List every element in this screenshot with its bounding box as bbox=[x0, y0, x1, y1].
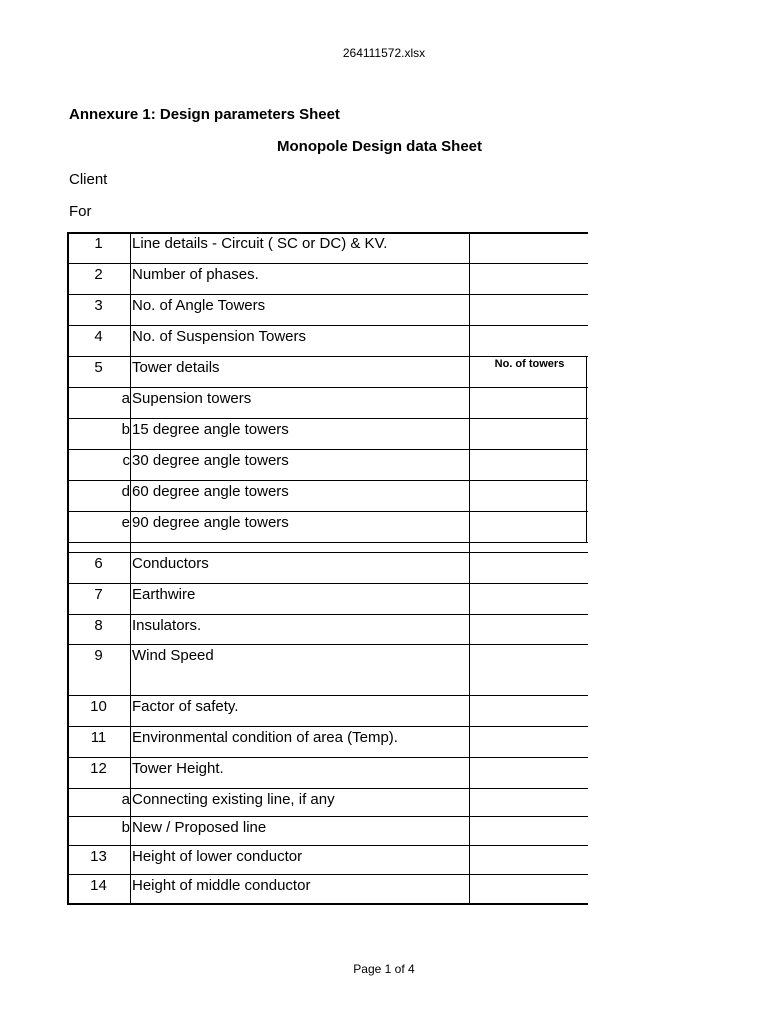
table-rule bbox=[67, 726, 588, 727]
row-number: b bbox=[121, 421, 130, 438]
row-number: b bbox=[121, 819, 130, 836]
table-rule bbox=[67, 614, 588, 615]
row-description: 90 degree angle towers bbox=[132, 514, 289, 531]
table-rule bbox=[67, 788, 588, 789]
row-description: No. of Angle Towers bbox=[132, 297, 266, 314]
table-rule bbox=[67, 757, 588, 758]
row-number: 14 bbox=[90, 877, 107, 894]
annexure-title: Annexure 1: Design parameters Sheet bbox=[69, 106, 340, 123]
for-label: For bbox=[69, 203, 92, 220]
row-number: 5 bbox=[94, 359, 103, 376]
row-description: Environmental condition of area (Temp). bbox=[132, 729, 398, 746]
row-description: Number of phases. bbox=[132, 266, 259, 283]
row-number: 3 bbox=[94, 297, 103, 314]
row-number: 1 bbox=[94, 235, 103, 252]
row-number: 12 bbox=[90, 760, 107, 777]
column-header-no-of-towers: No. of towers bbox=[494, 358, 565, 370]
table-column-rule bbox=[469, 232, 470, 904]
row-description: 15 degree angle towers bbox=[132, 421, 289, 438]
row-description: Factor of safety. bbox=[132, 698, 239, 715]
table-rule bbox=[67, 263, 588, 264]
table-column-rule bbox=[586, 356, 587, 542]
row-number: 6 bbox=[94, 555, 103, 572]
sheet-title: Monopole Design data Sheet bbox=[277, 138, 483, 155]
table-rule bbox=[67, 583, 588, 584]
table-rule bbox=[67, 552, 588, 553]
row-description: Insulators. bbox=[132, 617, 202, 634]
table-column-rule bbox=[130, 232, 131, 904]
row-number: e bbox=[121, 514, 130, 531]
table-rule bbox=[67, 232, 588, 234]
row-number: 4 bbox=[94, 328, 103, 345]
row-number: a bbox=[121, 791, 130, 808]
row-description: Supension towers bbox=[132, 390, 252, 407]
table-rule bbox=[67, 874, 588, 875]
table-rule bbox=[67, 387, 588, 388]
file-name: 264111572.xlsx bbox=[342, 46, 426, 60]
row-description: Height of middle conductor bbox=[132, 877, 311, 894]
page-number: Page 1 of 4 bbox=[353, 962, 415, 976]
row-number: 2 bbox=[94, 266, 103, 283]
row-description: Conductors bbox=[132, 555, 209, 572]
table-rule bbox=[67, 903, 588, 905]
table-rule bbox=[67, 695, 588, 696]
row-description: Height of lower conductor bbox=[132, 848, 303, 865]
row-number: d bbox=[121, 483, 130, 500]
row-number: c bbox=[122, 452, 130, 469]
row-number: 7 bbox=[94, 586, 103, 603]
row-description: No. of Suspension Towers bbox=[132, 328, 306, 345]
row-description: Tower details bbox=[132, 359, 220, 376]
table-rule bbox=[67, 418, 588, 419]
row-description: Wind Speed bbox=[132, 647, 214, 664]
row-number: 13 bbox=[90, 848, 107, 865]
row-description: Tower Height. bbox=[132, 760, 224, 777]
table-rule bbox=[67, 644, 588, 645]
row-number: 11 bbox=[90, 729, 107, 746]
row-description: 30 degree angle towers bbox=[132, 452, 289, 469]
row-description: New / Proposed line bbox=[132, 819, 267, 836]
table-rule bbox=[67, 511, 588, 512]
row-description: Earthwire bbox=[132, 586, 196, 603]
table-rule bbox=[67, 480, 588, 481]
table-rule bbox=[67, 816, 588, 817]
table-rule bbox=[67, 449, 588, 450]
table-rule bbox=[67, 356, 588, 357]
row-number: 8 bbox=[94, 617, 103, 634]
design-data-table bbox=[67, 232, 588, 904]
row-number: 10 bbox=[90, 698, 107, 715]
row-number: 9 bbox=[94, 647, 103, 664]
table-rule bbox=[67, 542, 588, 543]
client-label: Client bbox=[69, 171, 108, 188]
table-rule bbox=[67, 845, 588, 846]
row-number: a bbox=[121, 390, 130, 407]
row-description: 60 degree angle towers bbox=[132, 483, 289, 500]
table-rule bbox=[67, 294, 588, 295]
row-description: Connecting existing line, if any bbox=[132, 791, 335, 808]
row-description: Line details - Circuit ( SC or DC) & KV. bbox=[132, 235, 388, 252]
table-rule bbox=[67, 325, 588, 326]
